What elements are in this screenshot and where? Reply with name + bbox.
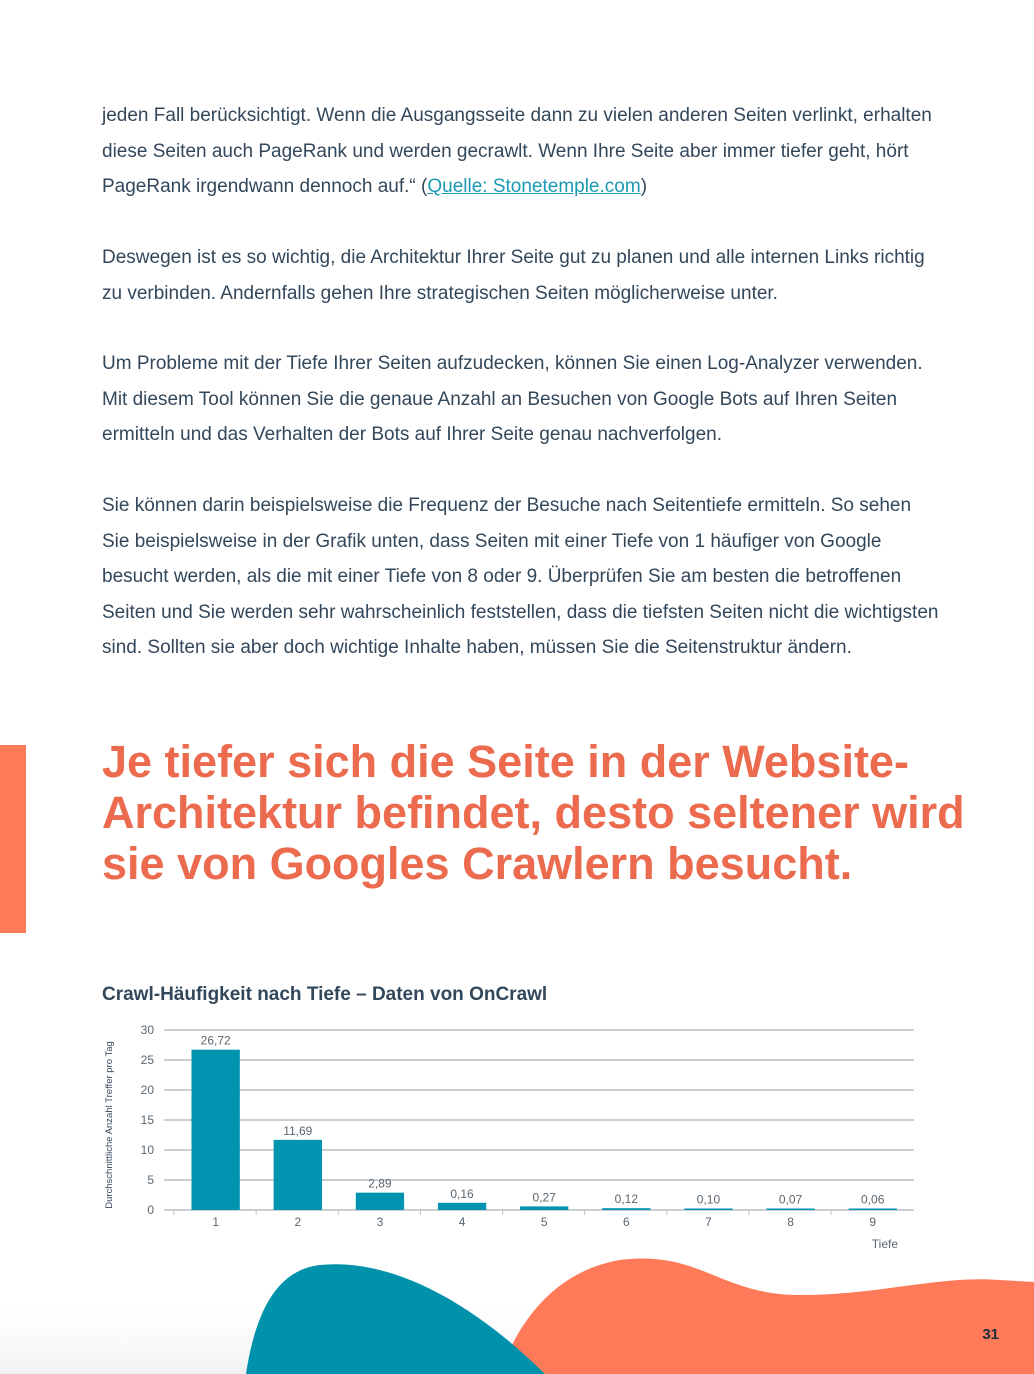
accent-bar [0, 745, 26, 933]
page-number: 31 [982, 1326, 999, 1343]
y-tick-label: 30 [140, 1023, 154, 1037]
chart-title: Crawl-Häufigkeit nach Tiefe – Daten von OnCrawl [102, 984, 548, 1005]
y-tick-label: 15 [140, 1113, 154, 1127]
paragraph-1-text: jeden Fall berücksichtigt. Wenn die Ausgangsseite dann zu vielen anderen Seiten verlinkt, erhalten diese Seiten auch PageRank und werden gecrawlt. Wenn Ihre Seite aber immer tiefer geht, hört PageRank irgendwann dennoch auf.“ ( [102, 105, 932, 197]
chart-bar [684, 1209, 732, 1211]
paragraph-1-end: ) [640, 176, 648, 197]
x-tick-label: 2 [294, 1215, 302, 1229]
y-tick-label: 20 [140, 1083, 154, 1097]
source-link[interactable]: Quelle: Stonetemple.com [427, 176, 641, 197]
body-paragraph-3: Um Probleme mit der Tiefe Ihrer Seiten aufzudecken, können Sie einen Log-Analyzer verwenden. Mit diesem Tool können Sie die genaue Anzahl an Besuchen von Google Bots auf Ihren Seiten ermitteln und das Verhalten der Bots auf Ihrer Seite genau nachverfolgen. [102, 353, 923, 445]
chart-bar [438, 1203, 486, 1210]
bar-value-label: 0,27 [532, 1190, 556, 1205]
x-tick-label: 9 [869, 1215, 877, 1229]
bar-value-label: 0,10 [696, 1192, 721, 1207]
chart-bar [356, 1193, 404, 1210]
bar-chart [96, 1012, 926, 1262]
x-tick-label: 8 [787, 1215, 794, 1229]
x-tick-label: 3 [376, 1215, 384, 1229]
bar-value-label: 11,69 [283, 1123, 313, 1138]
bar-value-label: 2,89 [368, 1176, 392, 1191]
body-paragraph-1 [102, 98, 942, 205]
bar-value-label: 0,16 [450, 1186, 474, 1201]
pull-quote-headline: Je tiefer sich die Seite in der Website-Architektur befindet, desto seltener wird sie von Googles Crawlern besucht. [102, 736, 965, 889]
chart-bar [766, 1209, 814, 1211]
bar-value-label: 0,06 [861, 1192, 885, 1207]
x-tick-label: 7 [705, 1215, 712, 1229]
chart-bar [849, 1209, 897, 1211]
decorative-wave-shapes [0, 1255, 1034, 1374]
chart-bar [520, 1206, 568, 1210]
x-tick-label: 4 [458, 1215, 466, 1229]
y-tick-label: 0 [147, 1203, 154, 1217]
y-axis-label: Durchschnittliche Anzahl Treffer pro Tag [104, 1041, 115, 1209]
chart-bar [192, 1050, 240, 1210]
body-paragraph-2: Deswegen ist es so wichtig, die Architektur Ihrer Seite gut zu planen und alle internen Links richtig zu verbinden. Andernfalls gehen Ihre strategischen Seiten möglicherweise unter. [102, 247, 925, 304]
y-tick-label: 10 [140, 1143, 154, 1157]
y-tick-label: 25 [140, 1053, 154, 1067]
bar-value-label: 26,72 [200, 1033, 231, 1048]
y-tick-label: 5 [147, 1173, 154, 1187]
body-paragraph-4: Sie können darin beispielsweise die Frequenz der Besuche nach Seitentiefe ermitteln. So sehen Sie beispielsweise in der Grafik unten, dass Seiten mit einer Tiefe von 1 häufiger von Google besucht werden, als die mit einer Tiefe von 8 oder 9. Überprüfen Sie am besten die betroffenen Seiten und Sie werden sehr wahrscheinlich feststellen, dass die tiefsten Seiten nicht die wichtigsten sind. Sollten sie aber doch wichtige Inhalte haben, müssen Sie die Seitenstruktur ändern. [102, 495, 939, 658]
orange-blob-shape [500, 1259, 1034, 1374]
x-tick-label: 6 [622, 1215, 630, 1229]
chart-bar [274, 1140, 322, 1210]
chart-bar [602, 1208, 650, 1210]
x-tick-label: 5 [540, 1215, 548, 1229]
bar-value-label: 0,07 [778, 1192, 803, 1207]
x-axis-label: Tiefe [871, 1237, 898, 1251]
bar-value-label: 0,12 [614, 1192, 639, 1207]
x-tick-label: 1 [212, 1215, 220, 1229]
